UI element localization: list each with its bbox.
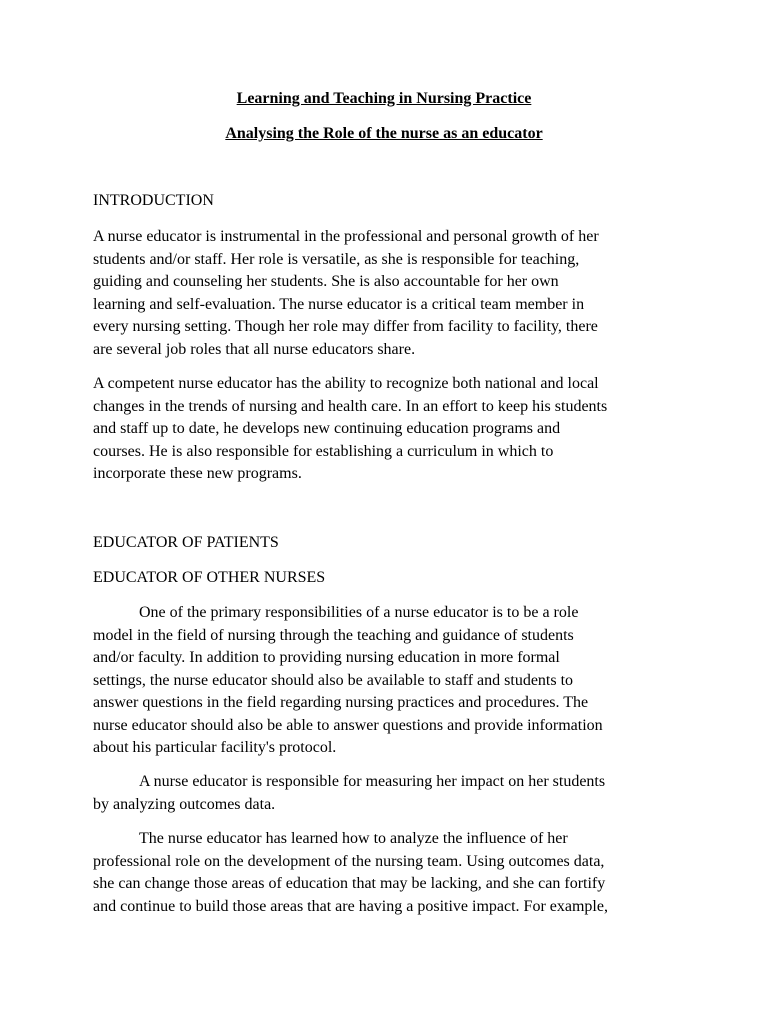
text-line: every nursing setting. Though her role may differ from facility to facility, there bbox=[93, 318, 598, 335]
heading-introduction: INTRODUCTION bbox=[93, 192, 214, 209]
text-line: A nurse educator is instrumental in the professional and personal growth of her bbox=[93, 228, 599, 245]
nurses-paragraph-3 bbox=[93, 828, 679, 918]
text-line: A competent nurse educator has the ability to recognize both national and local bbox=[93, 375, 599, 392]
text-line: learning and self-evaluation. The nurse educator is a critical team member in bbox=[93, 295, 585, 313]
text-line: and/or faculty. In addition to providing nursing education in more formal bbox=[93, 649, 560, 666]
intro-paragraph-1 bbox=[93, 226, 679, 361]
heading-educator-of-other-nurses: EDUCATOR OF OTHER NURSES bbox=[93, 569, 326, 586]
intro-paragraph-2 bbox=[93, 373, 679, 486]
text-line: A nurse educator is responsible for measuring her impact on her students bbox=[139, 773, 606, 790]
document-subtitle: Analysing the Role of the nurse as an educator bbox=[225, 125, 543, 142]
text-line: model in the field of nursing through the teaching and guidance of students bbox=[93, 626, 574, 644]
text-line: One of the primary responsibilities of a nurse educator is to be a role bbox=[139, 604, 579, 621]
text-line: by analyzing outcomes data. bbox=[93, 795, 276, 813]
nurses-paragraph-1 bbox=[93, 602, 679, 760]
text-line: and continue to build those areas that are having a positive impact. For example, bbox=[93, 897, 608, 915]
text-line: settings, the nurse educator should also be available to staff and students to bbox=[93, 671, 574, 689]
text-line: courses. He is also responsible for establishing a curriculum in which to bbox=[93, 442, 554, 460]
heading-educator-of-patients: EDUCATOR OF PATIENTS bbox=[93, 534, 279, 551]
text-line: about his particular facility's protocol. bbox=[93, 739, 337, 756]
text-line: answer questions in the field regarding nursing practices and procedures. The bbox=[93, 694, 589, 711]
text-line: are several job roles that all nurse educators share. bbox=[93, 340, 416, 358]
document-title: Learning and Teaching in Nursing Practice bbox=[236, 90, 532, 107]
text-line: and staff up to date, he develops new continuing education programs and bbox=[93, 420, 561, 437]
text-line: professional role on the development of the nursing team. Using outcomes data, bbox=[93, 852, 605, 870]
text-line: guiding and counseling her students. She is also accountable for her own bbox=[93, 273, 559, 290]
nurses-paragraph-2 bbox=[93, 771, 679, 816]
text-line: she can change those areas of education that may be lacking, and she can fortify bbox=[93, 875, 606, 892]
text-line: changes in the trends of nursing and health care. In an effort to keep his students bbox=[93, 397, 608, 415]
text-line: incorporate these new programs. bbox=[93, 465, 302, 482]
text-line: students and/or staff. Her role is versatile, as she is responsible for teaching, bbox=[93, 250, 580, 268]
text-line: nurse educator should also be able to answer questions and provide information bbox=[93, 716, 603, 734]
text-line: The nurse educator has learned how to analyze the influence of her bbox=[139, 830, 568, 847]
